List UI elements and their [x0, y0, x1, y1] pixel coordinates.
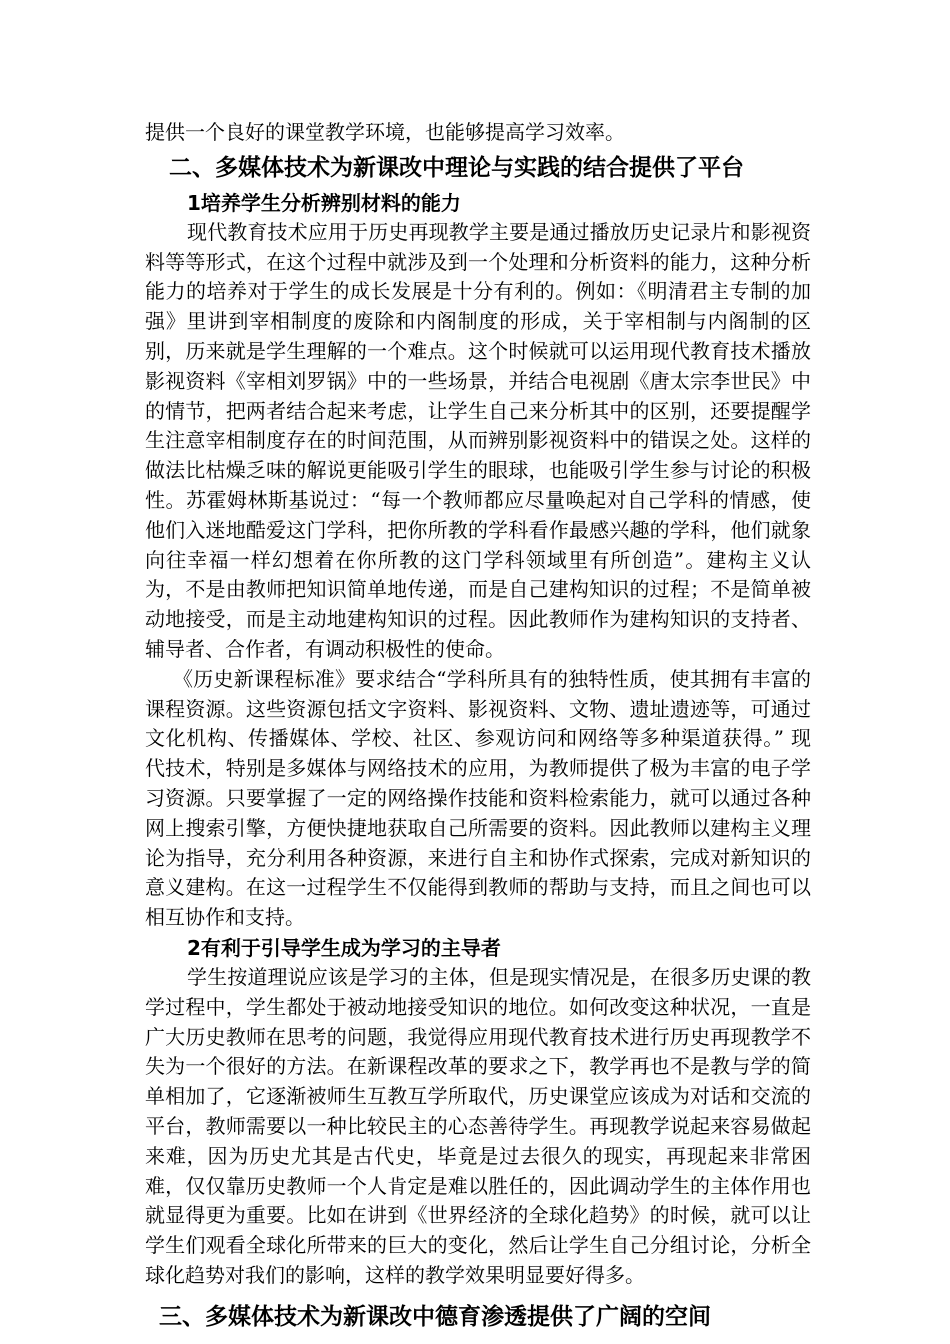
- subsection-1-heading: 1培养学生分析辨别材料的能力: [187, 190, 461, 215]
- section-3-heading: 三、多媒体技术为新课改中德育渗透提供了广阔的空间: [159, 1303, 711, 1330]
- section-2-heading: 二、多媒体技术为新课改中理论与实践的结合提供了平台: [169, 154, 744, 181]
- document-body: [145, 118, 811, 1337]
- intro-paragraph-tail: 提供一个良好的课堂教学环境，也能够提高学习效率。: [145, 120, 625, 144]
- subsection-1-paragraph-1: 现代教育技术应用于历史再现教学主要是通过播放历史记录片和影视资料等等形式，在这个过程中就涉及到一个处理和分析资料的能力，这种分析能力的培养对于学生的成长发展是十分有利的。例如：《明清君主专制的加强》里讲到宰相制度的废除和内阁制度的形成，关于宰相制与内阁制的区别，历来就是学生理解的一个难点。这个时候就可以运用现代教育技术播放影视资料《宰相刘罗锅》中的一些场景，并结合电视剧《唐太宗李世民》中的情节，把两者结合起来考虑，让学生自己来分析其中的区别，还要提醒学生注意宰相制度存在的时间范围，从而辨别影视资料中的错误之处。这样的做法比枯燥乏味的解说更能吸引学生的眼球，也能吸引学生参与讨论的积极性。苏霍姆林斯基说过：“每一个教师都应尽量唤起对自己学科的情感，使他们入迷地酷爱这门学科，把你所教的学科看作最感兴趣的学科，他们就象向往幸福一样幻想着在你所教的这门学科领域里有所创造”。建构主义认为，不是由教师把知识简单地传递，而是自己建构知识的过程；不是简单被动地接受，而是主动地建构知识的过程。因此教师作为建构知识的支持者、辅导者、合作者，有调动积极性的使命。: [145, 219, 811, 661]
- subsection-1-paragraph-2: 《历史新课程标准》要求结合“学科所具有的独特性质，使其拥有丰富的课程资源。这些资源包括文字资料、影视资料、文物、遗址遗迹等，可通过文化机构、传播媒体、学校、社区、参观访问和网络等多种渠道获得。” 现代技术，特别是多媒体与网络技术的应用，为教师提供了极为丰富的电子学习资源。只要掌握了一定的网络操作技能和资料检索能力，就可以通过各种网上搜索引擎，方便快捷地获取自己所需要的资料。因此教师以建构主义理论为指导，充分利用各种资源，来进行自主和协作式探索，完成对新知识的意义建构。在这一过程学生不仅能得到教师的帮助与支持，而且之间也可以相互协作和支持。: [145, 666, 811, 930]
- subsection-2-heading: 2有利于引导学生成为学习的主导者: [187, 935, 501, 960]
- subsection-2-paragraph-1: 学生按道理说应该是学习的主体，但是现实情况是，在很多历史课的教学过程中，学生都处于被动地接受知识的地位。如何改变这种状况，一直是广大历史教师在思考的问题，我觉得应用现代教育技术进行历史再现教学不失为一个很好的方法。在新课程改革的要求之下，教学再也不是教与学的简单相加了，它逐渐被师生互教互学所取代，历史课堂应该成为对话和交流的平台，教师需要以一种比较民主的心态善待学生。再现教学说起来容易做起来难，因为历史尤其是古代史，毕竟是过去很久的现实，再现起来非常困难，仅仅靠历史教师一个人肯定是难以胜任的，因此调动学生的主体作用也就显得更为重要。比如在讲到《世界经济的全球化趋势》的时候，就可以让学生们观看全球化所带来的巨大的变化，然后让学生自己分组讨论，分析全球化趋势对我们的影响，这样的教学效果明显要好得多。: [145, 964, 811, 1287]
